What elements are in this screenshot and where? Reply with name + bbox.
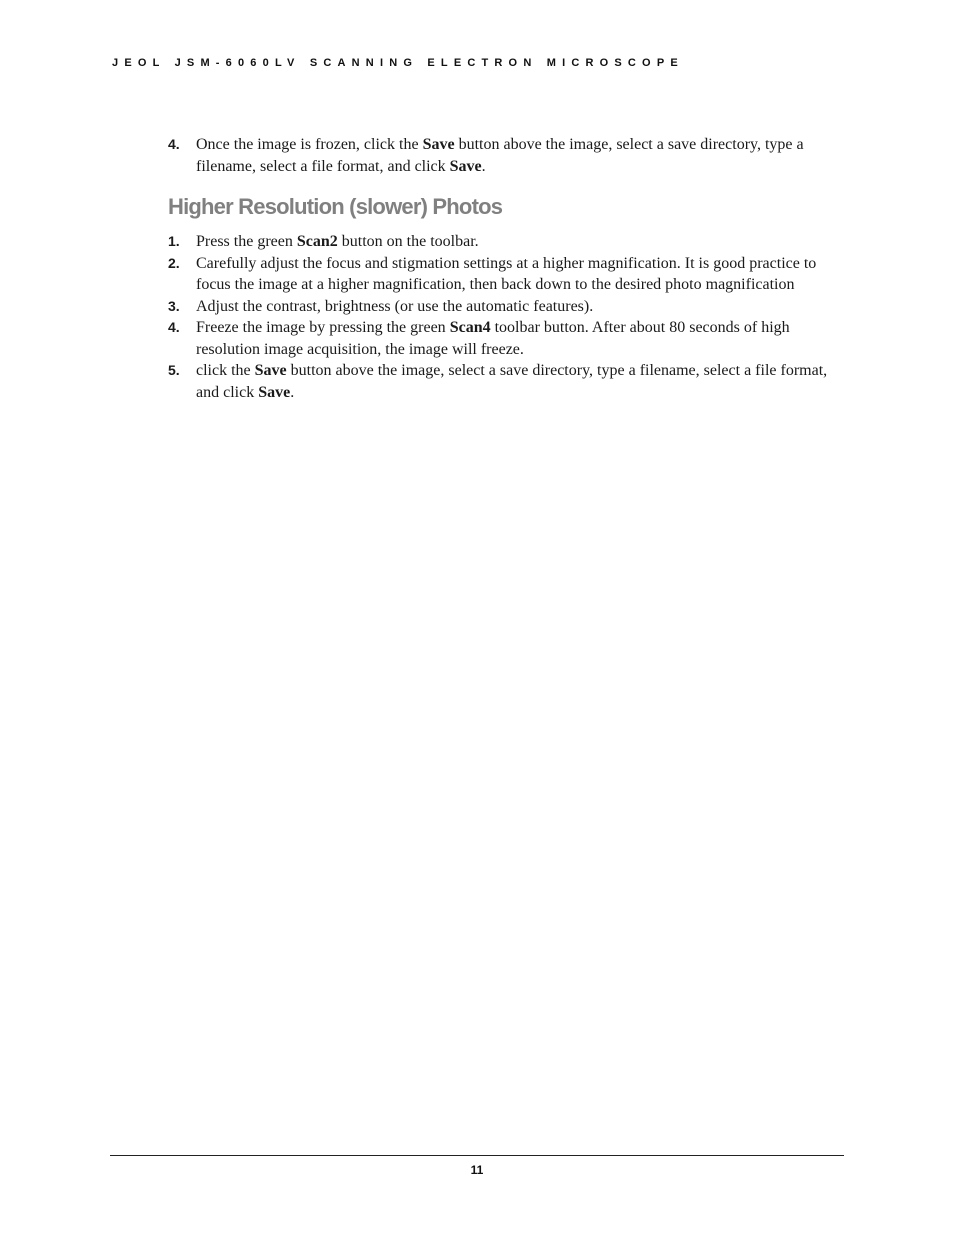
step-text-run: .	[290, 383, 295, 401]
step-item	[168, 317, 848, 360]
step-text	[196, 136, 804, 175]
step-text-run: button above the image, select a save directory, type a filename, select a file format, and click	[196, 136, 804, 175]
step-text	[196, 319, 790, 358]
footer-divider	[110, 1155, 844, 1156]
step-item	[168, 360, 848, 403]
step-number: 2.	[168, 254, 180, 271]
step-emphasis: Save	[422, 136, 455, 153]
step-item	[168, 296, 848, 318]
step-text-run: toolbar button. After about 80 seconds of high resolution image acquisition, the image will freeze.	[196, 319, 790, 358]
step-text-run: Carefully adjust the focus and stigmation settings at a higher magnification. It is good practice to focus the image at a higher magnification, then back down to the desired photo magnification	[196, 254, 817, 293]
section-step-list	[168, 231, 848, 403]
step-text-run: Press the green	[196, 233, 297, 250]
step-number: 3.	[168, 297, 180, 314]
step-number: 4.	[168, 319, 180, 335]
intro-step-list	[168, 134, 848, 177]
step-emphasis: Save	[449, 157, 482, 175]
step-item	[168, 134, 848, 177]
step-text	[196, 362, 827, 401]
step-text-run: Freeze the image by pressing the green	[196, 319, 450, 336]
document-body	[168, 134, 848, 403]
step-text	[196, 255, 816, 294]
step-emphasis: Scan2	[296, 233, 338, 250]
step-text-run: Adjust the contrast, brightness (or use the automatic features).	[196, 297, 594, 315]
step-number: 4.	[168, 136, 180, 152]
page-number: 11	[470, 1163, 484, 1177]
step-item	[168, 253, 848, 296]
step-number: 5.	[168, 362, 180, 378]
step-emphasis: Scan4	[449, 319, 491, 336]
step-text	[196, 233, 479, 250]
running-header: JEOL JSM-6060LV SCANNING ELECTRON MICROSCOPE	[112, 57, 684, 69]
step-text-run: Once the image is frozen, click the	[196, 136, 423, 153]
step-number: 1.	[168, 233, 180, 249]
step-text-run: button on the toolbar.	[337, 233, 479, 250]
section-heading: Higher Resolution (slower) Photos	[168, 194, 503, 219]
step-emphasis: Save	[254, 362, 287, 379]
step-text-run: button above the image, select a save directory, type a filename, select a file format, and click	[196, 362, 828, 401]
step-text-run: click the	[196, 362, 255, 379]
step-text-run: .	[481, 157, 486, 175]
step-item	[168, 231, 848, 253]
step-emphasis: Save	[258, 383, 291, 401]
step-text	[196, 298, 593, 315]
